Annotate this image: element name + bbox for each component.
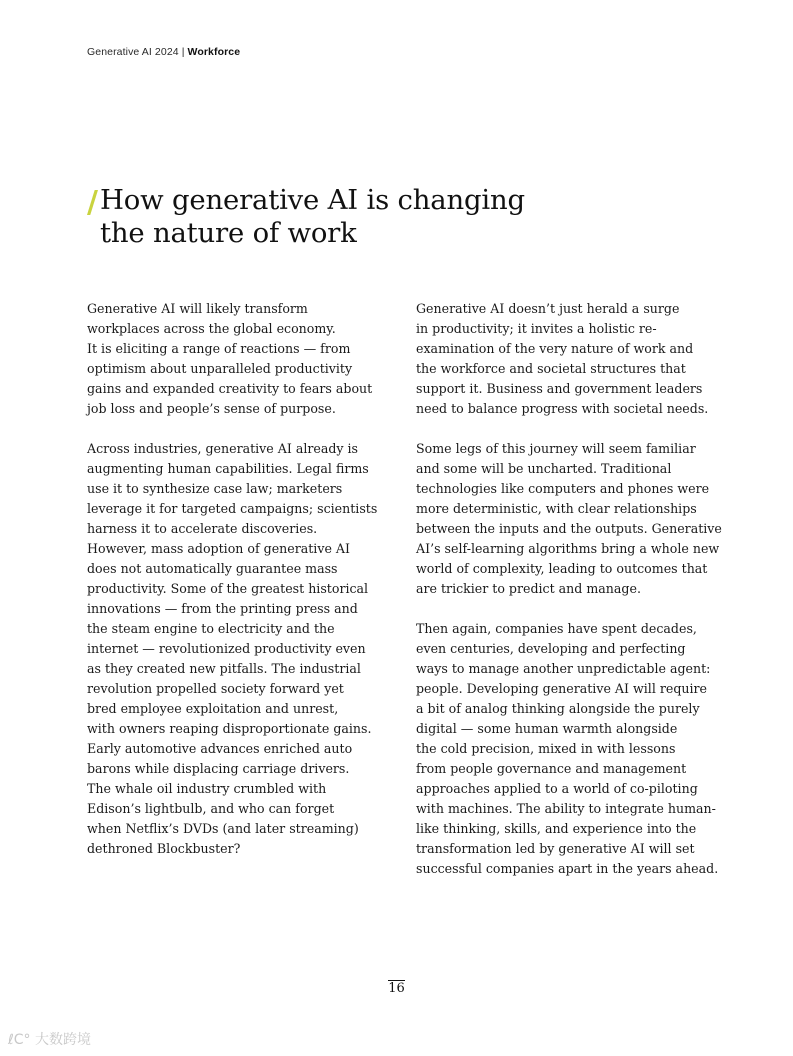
paragraph-line: with machines. The ability to integrate human- [416,801,716,816]
paragraph-line: between the inputs and the outputs. Generative [416,521,722,536]
paragraph-line: transformation led by generative AI will set [416,841,695,856]
paragraph-line: Across industries, generative AI already is [87,441,359,456]
title-line-2: the nature of work [100,217,357,249]
paragraph [416,619,719,879]
paragraph-line: technologies like computers and phones were [416,481,710,496]
right-column [416,299,722,899]
paragraph-line: Then again, companies have spent decades, [416,621,697,636]
paragraph-line: support it. Business and government leaders [416,381,703,396]
paragraph-line: in productivity; it invites a holistic re- [416,321,657,336]
paragraph [87,439,387,859]
paragraph-line: digital — some human warmth alongside [416,721,678,736]
paragraph-line: world of complexity, leading to outcomes that [416,561,708,576]
paragraph [416,299,716,419]
paragraph-line: However, mass adoption of generative AI [87,541,350,556]
paragraph-line: people. Developing generative AI will require [416,681,707,696]
paragraph-line: harness it to accelerate discoveries. [87,521,318,536]
report-title: Generative AI 2024 [87,46,179,58]
paragraph-line: Generative AI will likely transform [87,301,308,316]
paragraph [416,439,722,599]
paragraph-line: from people governance and management [416,761,687,776]
paragraph-line: gains and expanded creativity to fears about [87,381,373,396]
paragraph-line: Generative AI doesn’t just herald a surge [416,301,680,316]
left-column [87,299,387,879]
paragraph-line: job loss and people’s sense of purpose. [87,401,336,416]
paragraph-line: when Netflix’s DVDs (and later streaming) [87,821,359,836]
paragraph-line: productivity. Some of the greatest historical [87,581,369,596]
title-line-1: How generative AI is changing [100,184,525,216]
paragraph-line: Edison’s lightbulb, and who can forget [87,801,335,816]
paragraph-line: are trickier to predict and manage. [416,581,641,596]
paragraph-line: dethroned Blockbuster? [87,841,241,856]
paragraph-line: as they created new pitfalls. The industrial [87,661,361,676]
paragraph-line: a bit of analog thinking alongside the purely [416,701,700,716]
watermark-logo: ℓC° 大数跨境 [8,1032,92,1048]
section-name: Workforce [187,46,241,58]
paragraph-line: revolution propelled society forward yet [87,681,344,696]
paragraph-line: internet — revolutionized productivity even [87,641,366,656]
title-heading [100,184,525,250]
paragraph-line: the cold precision, mixed in with lessons [416,741,676,756]
paragraph-line: and some will be uncharted. Traditional [416,461,672,476]
paragraph-line: with owners reaping disproportionate gains. [87,721,372,736]
paragraph-line: barons while displacing carriage drivers. [87,761,350,776]
paragraph-line: innovations — from the printing press and [87,601,358,616]
paragraph-line: more deterministic, with clear relationships [416,501,697,516]
paragraph-line: the steam engine to electricity and the [87,621,335,636]
paragraph-line: It is eliciting a range of reactions — from [87,341,351,356]
paragraph-line: Early automotive advances enriched auto [87,741,353,756]
paragraph-line: need to balance progress with societal needs. [416,401,709,416]
page-number-value: 16 [388,981,405,996]
paragraph-line: like thinking, skills, and experience into the [416,821,697,836]
paragraph-line: bred employee exploitation and unrest, [87,701,339,716]
paragraph-line: AI’s self-learning algorithms bring a whole new [416,541,720,556]
paragraph-line: even centuries, developing and perfecting [416,641,686,656]
title-slash-accent: / [87,185,98,220]
paragraph-line: approaches applied to a world of co-piloting [416,781,698,796]
paragraph-line: does not automatically guarantee mass [87,561,338,576]
paragraph-line: use it to synthesize case law; marketers [87,481,343,496]
paragraph-line: successful companies apart in the years ahead. [416,861,719,876]
paragraph-line: augmenting human capabilities. Legal firms [87,461,369,476]
paragraph-line: examination of the very nature of work and [416,341,694,356]
paragraph-line: ways to manage another unpredictable agent: [416,661,711,676]
page-number [0,980,793,996]
header-separator: | [181,46,185,58]
paragraph-line: leverage it for targeted campaigns; scientists [87,501,378,516]
paragraph-line: optimism about unparalleled productivity [87,361,353,376]
paragraph-line: Some legs of this journey will seem familiar [416,441,696,456]
running-header [87,46,240,58]
paragraph-line: The whale oil industry crumbled with [87,781,327,796]
paragraph [87,299,387,419]
paragraph-line: the workforce and societal structures that [416,361,686,376]
paragraph-line: workplaces across the global economy. [87,321,336,336]
